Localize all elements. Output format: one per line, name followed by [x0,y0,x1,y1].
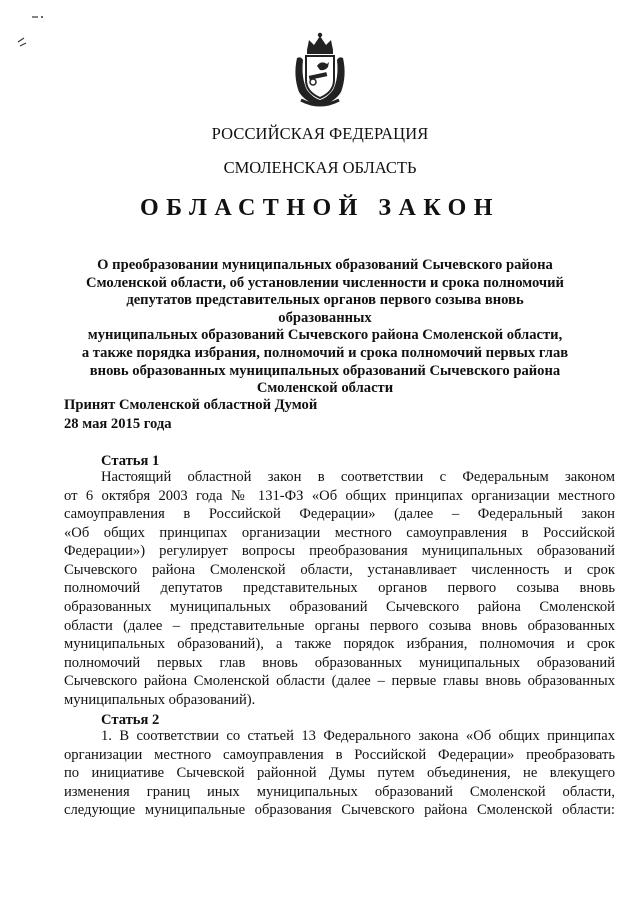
article-text-line: по инициативе Сычевской районной Думы путем объединения, не влекущего [64,765,615,782]
law-title-line: а также порядка избрания, полномочий и срока полномочий первых глав [81,344,569,361]
law-title-line: вновь образованных муниципальных образований Сычевского района [89,362,561,379]
article-text-line: образованных муниципальных образований Сычевского района Смоленской [64,599,615,616]
article-text-line: муниципальных образований). [64,691,256,708]
article-text-line: «Об общих принципах организации местного самоуправления в Российской [64,524,615,541]
article-text-line: полномочий первых глав вновь образованных муниципальных образований [64,654,615,671]
article-1-heading: Статья 1 [101,453,160,469]
law-title-line: Смоленской области [256,380,394,397]
article-text-line: 1. В соответствии со статьей 13 Федерального закона «Об общих принципах [101,728,615,744]
article-text-line: муниципальных образований), а также порядок избрания, полномочия и срок [64,636,615,653]
adoption-body: Принят Смоленской областной Думой [64,397,318,413]
article-text-line: Настоящий областной закон в соответствии с Федеральным законом [101,469,615,485]
region-header: СМОЛЕНСКАЯ ОБЛАСТЬ [223,158,417,177]
law-title-line: муниципальных образований Сычевского района Смоленской области, [87,327,563,344]
article-text-line: организации местного самоуправления в Российской Федерации» преобразовать [64,746,615,763]
law-title-line: депутатов представительных органов первого созыва вновь образованных [126,292,524,326]
article-2-heading: Статья 2 [101,712,160,728]
article-text-line: следующие муниципальные образования Сычевского района Смоленской области: [64,802,615,819]
article-text-line: самоуправления в Российской Федерации» (далее – Федеральный закон [64,506,615,523]
article-text-line: Сычевского района Смоленской области (далее – первые главы вновь образованных [64,673,615,690]
article-text-line: от 6 октября 2003 года № 131-ФЗ «Об общих принципах организации местного [64,487,615,504]
law-title-line: Смоленской области, об установлении численности и срока полномочий [86,274,564,291]
law-title-line: О преобразовании муниципальных образований Сычевского района [97,257,553,273]
federation-header: РОССИЙСКАЯ ФЕДЕРАЦИЯ [211,124,429,143]
article-text-line: Федерации») регулирует вопросы преобразования муниципальных образований [64,543,615,560]
adoption-note [64,396,317,433]
smolensk-coat-of-arms-icon [287,30,353,110]
article-text-line: Сычевского района Смоленской области, устанавливает численность и срок [64,561,615,578]
law-title [80,257,570,398]
law-type-heading: ОБЛАСТНОЙ ЗАКОН [140,195,500,221]
article-1-text [64,468,615,710]
adoption-date: 28 мая 2015 года [64,415,172,432]
scan-corner-marks-icon [14,12,54,52]
article-text-line: полномочий депутатов представительных органов первого созыва вновь [64,580,615,597]
article-2-text [64,727,615,820]
article-text-line: изменения границ иных муниципальных образований Смоленской области, [64,783,615,800]
article-text-line: области (далее – представительные органы первого созыва вновь образованных [64,617,615,634]
